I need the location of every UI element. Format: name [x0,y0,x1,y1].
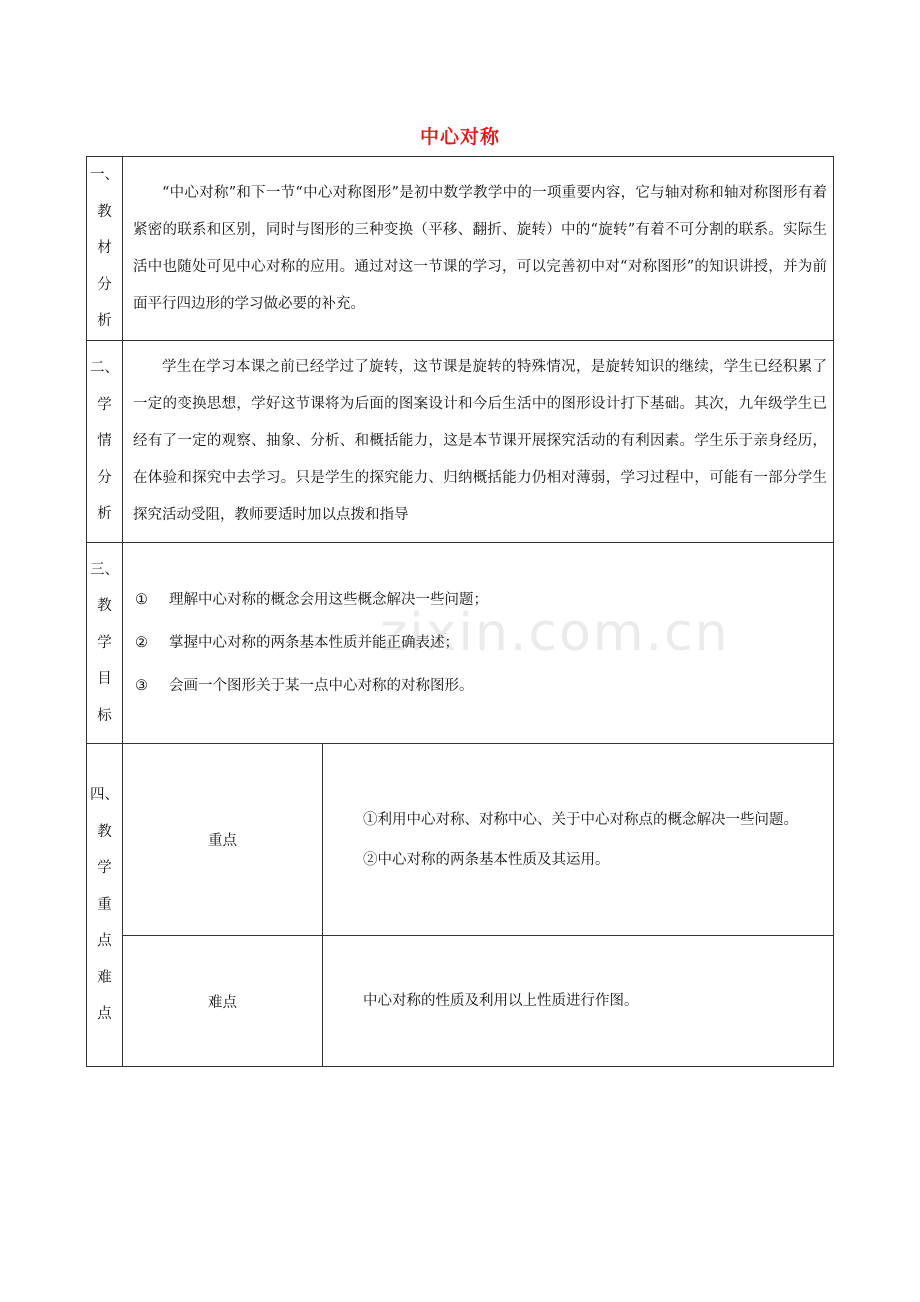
label-char: 学 [97,634,112,651]
label-char: 四、 [90,787,119,804]
label-char: 教 [97,203,112,220]
label-char: 析 [97,313,112,330]
key-point-line: ②中心对称的两条基本性质及其运用。 [363,851,610,868]
section-teaching-goals [87,543,834,744]
section-label [87,341,123,543]
section-difficult-points [87,936,834,1067]
section-label [87,744,123,1067]
key-point-line: ①利用中心对称、对称中心、关于中心对称点的概念解决一些问题。 [363,811,798,828]
label-char: 目 [97,671,112,688]
section-student-analysis [87,341,834,543]
teaching-goals-list [123,543,834,744]
goal-text: 掌握中心对称的两条基本性质并能正确表述； [169,634,459,651]
watermark: zixin.com.cn [380,603,730,663]
label-char: 三、 [90,561,119,578]
difficult-points-content [323,936,834,1067]
lesson-plan-table [86,156,834,1067]
label-char: 点 [97,1006,112,1023]
goal-number: ③ [135,677,148,694]
label-char: 分 [97,276,112,293]
key-points-content [323,744,834,936]
student-analysis-text: 学生在学习本课之前已经学过了旋转，这节课是旋转的特殊情况，是旋转知识的继续，学生已经积累了一定的变换思想，学好这节课将为后面的图案设计和今后生活中的图形设计打下基础。其次，九年级学生已经有了一定的观察、抽象、分析、和概括能力，这是本节课开展探究活动的有利因素。学生乐于亲身经历，在体验和探究中去学习。只是学生的探究能力、归纳概括能力仍相对薄弱，学习过程中，可能有一部分学生探究活动受阻，教师要适时加以点拨和指导 [123,341,834,543]
page-title: 中心对称 [419,126,500,148]
label-char: 点 [97,933,112,950]
label-char: 析 [97,506,112,523]
difficult-points-label: 难点 [123,936,323,1067]
goal-item [135,579,827,622]
key-points-label: 重点 [123,744,323,936]
difficult-point-line: 中心对称的性质及利用以上性质进行作图。 [363,993,639,1009]
textbook-analysis-text: “中心对称”和下一节“中心对称图形”是初中数学教学中的一项重要内容，它与轴对称和轴对称图形有着紧密的联系和区别，同时与图形的三种变换（平移、翻折、旋转）中的“旋转”有着不可分割的联系。实际生活中也随处可见中心对称的应用。通过对这一节课的学习，可以完善初中对“对称图形”的知识讲授，并为前面平行四边形的学习做必要的补充。 [123,157,834,341]
goal-item [135,622,827,665]
section-textbook-analysis [87,157,834,341]
goal-text: 理解中心对称的概念会用这些概念解决一些问题； [169,591,488,608]
label-char: 二、 [90,360,119,377]
label-char: 教 [97,823,112,840]
label-char: 材 [97,240,112,257]
section-label [87,543,123,744]
goal-number: ① [135,591,148,608]
label-char: 教 [97,598,112,615]
label-char: 情 [97,433,112,450]
label-char: 分 [97,469,112,486]
goal-item [135,665,827,708]
section-label [87,157,123,341]
label-char: 一、 [90,167,119,184]
label-char: 重 [97,896,112,913]
label-char: 难 [97,969,112,986]
label-char: 学 [97,860,112,877]
goal-number: ② [135,634,148,651]
section-key-points [87,744,834,936]
label-char: 学 [97,396,112,413]
label-char: 标 [97,707,112,724]
goal-text: 会画一个图形关于某一点中心对称的对称图形。 [169,677,474,694]
